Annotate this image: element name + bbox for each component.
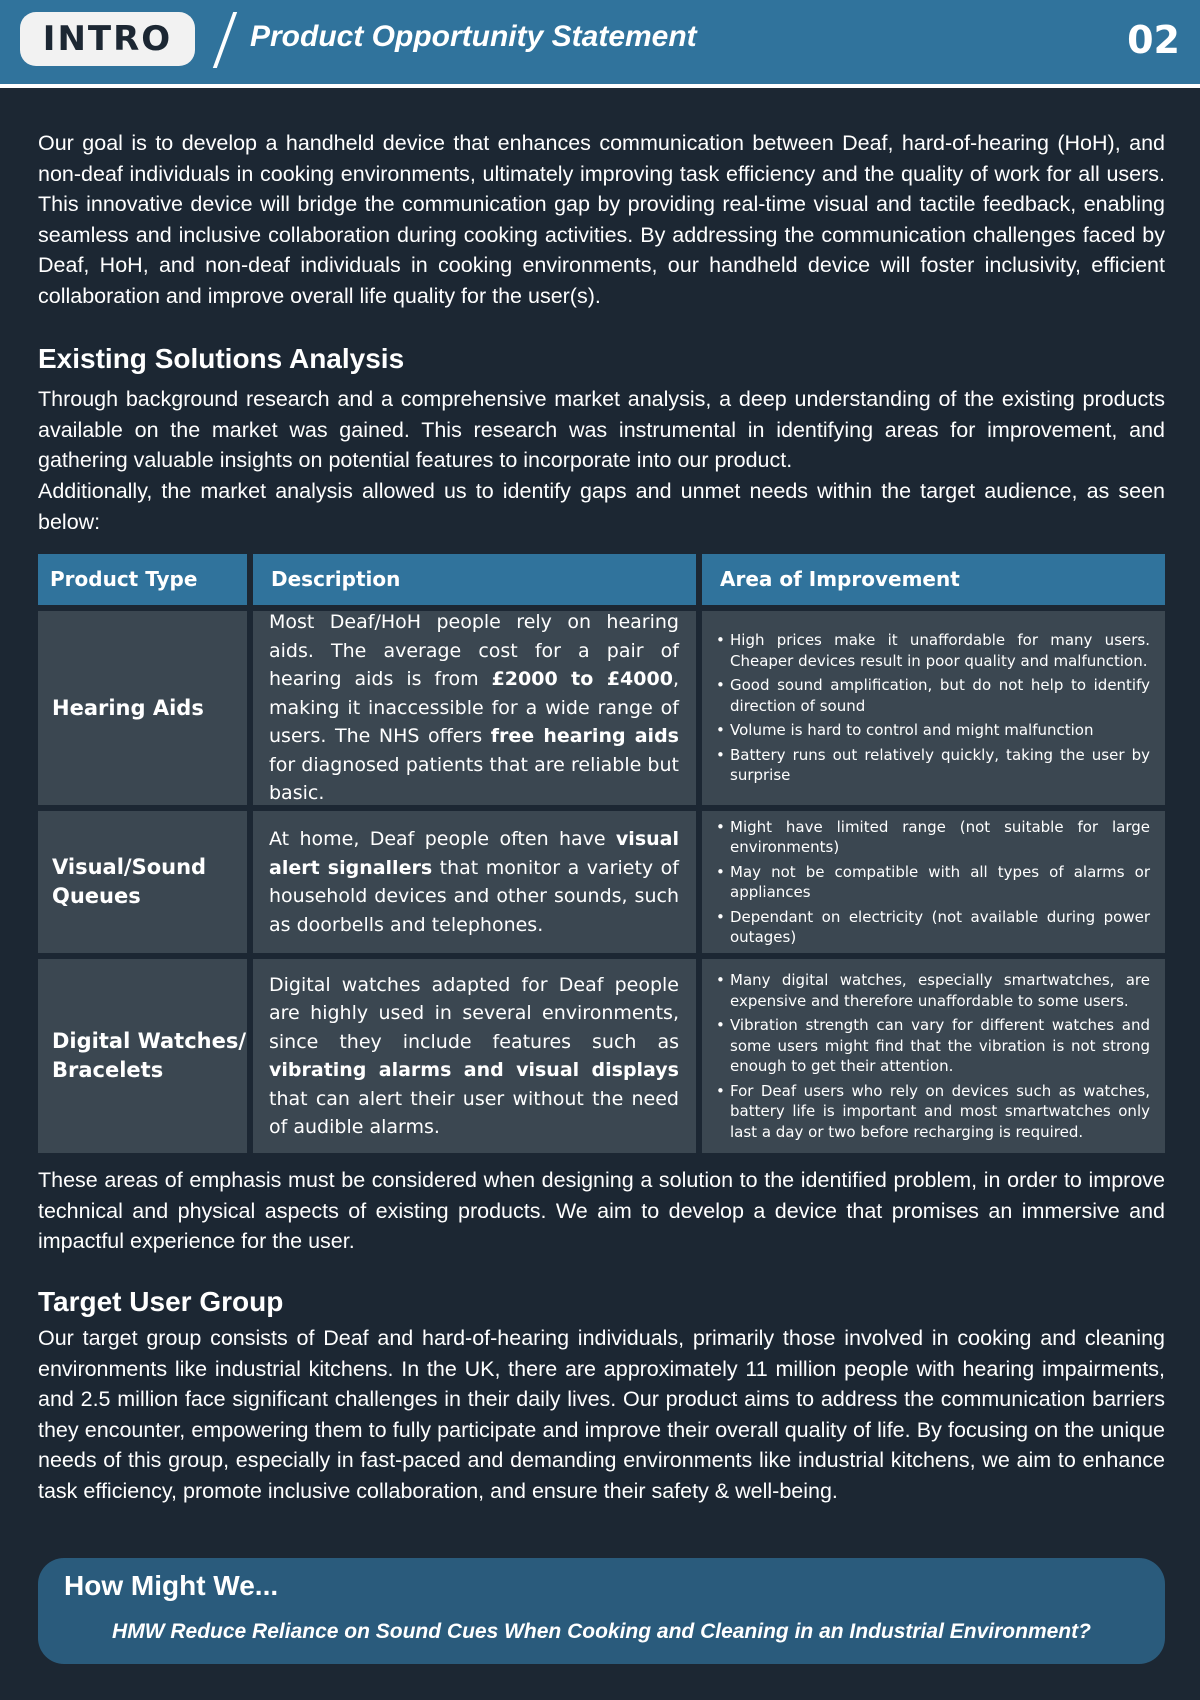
- target-user-group-heading: Target User Group: [38, 1286, 284, 1317]
- description-text-segment: At home, Deaf people often have: [269, 828, 616, 850]
- table-row-description: [253, 959, 696, 1153]
- improvement-item: • Volume is hard to control and might malfunction: [714, 720, 1150, 741]
- description-bold-text: visual alert signallers: [269, 828, 679, 879]
- improvement-item: • Battery runs out relatively quickly, taking the user by surprise: [714, 745, 1150, 786]
- description-bold-text: £2000 to £4000: [491, 668, 673, 691]
- hmw-question: HMW Reduce Reliance on Sound Cues When Cooking and Cleaning in an Industrial Environment?: [112, 1620, 1091, 1643]
- table-row-description: [253, 611, 696, 805]
- emphasis-paragraph: These areas of emphasis must be considered when designing a solution to the identified problem, in order to improve technical and physical aspects of existing products. We aim to develop a device that promises an immersive and impactful experience for the user.: [38, 1168, 1165, 1254]
- description-text-segment: Digital watches adapted for Deaf people are highly used in several environments, since they include features such as: [269, 973, 679, 1053]
- table-row-improvements: [702, 611, 1165, 805]
- improvement-item: • Many digital watches, especially smartwatches, are expensive and therefore unaffordable to some users.: [714, 970, 1150, 1011]
- table-row-type: Visual/Sound Queues: [38, 811, 247, 953]
- header-divider: [213, 12, 237, 68]
- table-header-product-type: Product Type: [38, 554, 247, 605]
- improvement-item: • High prices make it unaffordable for many users. Cheaper devices result in poor quality and malfunction.: [714, 630, 1150, 671]
- improvement-item: • Good sound amplification, but do not help to identify direction of sound: [714, 675, 1150, 716]
- table-row-improvements: [702, 959, 1165, 1153]
- improvement-list: [714, 817, 1150, 948]
- page-number: 02: [1127, 18, 1180, 62]
- improvement-list: [714, 970, 1150, 1142]
- improvement-item: • Might have limited range (not suitable for large environments): [714, 817, 1150, 858]
- description-text: [269, 608, 679, 808]
- improvement-item: • Dependant on electricity (not available during power outages): [714, 907, 1150, 948]
- hmw-box: [38, 1558, 1165, 1664]
- table-row-improvements: [702, 811, 1165, 953]
- description-bold-text: free hearing aids: [490, 725, 679, 748]
- target-user-group-paragraph: Our target group consists of Deaf and hard-of-hearing individuals, primarily those involved in cooking and cleaning environments like industrial kitchens. In the UK, there are approximately 11 million people with hearing impairments, and 2.5 million face significant challenges in their daily lives. Our product aims to address the communication barriers they encounter, empowering them to fully participate and improve their overall quality of life. By focusing on the unique needs of this group, especially in fast-paced and demanding environments like industrial kitchens, we aim to enhance task efficiency, promote inclusive collaboration, and ensure their safety & well-being.: [38, 1326, 1165, 1503]
- hmw-title: How Might We...: [64, 1570, 279, 1601]
- description-text-segment: that can alert their user without the need of audible alarms.: [269, 1087, 679, 1138]
- description-text-segment: Most Deaf/HoH people rely on hearing aids. The average cost for a pair of hearing aids is from: [269, 611, 679, 691]
- section-label: INTRO: [20, 12, 195, 66]
- table-header-improvement: Area of Improvement: [702, 554, 1165, 605]
- existing-solutions-paragraph-2: Additionally, the market analysis allowed us to identify gaps and unmet needs within the target audience, as seen below:: [38, 479, 1165, 534]
- description-text-segment: for diagnosed patients that are reliable but basic.: [269, 753, 679, 805]
- table-row-description: [253, 811, 696, 953]
- page-title: Product Opportunity Statement: [250, 20, 697, 53]
- description-text: [269, 825, 679, 939]
- page-header: [0, 0, 1200, 88]
- description-bold-text: vibrating alarms and visual displays: [269, 1059, 679, 1081]
- improvement-item: • For Deaf users who rely on devices such as watches, battery life is important and most smartwatches only last a day or two before recharging is required.: [714, 1081, 1150, 1143]
- improvement-list: [714, 630, 1150, 786]
- existing-solutions-paragraph-1: Through background research and a comprehensive market analysis, a deep understanding of the existing products available on the market was gained. This research was instrumental in identifying areas for improvement, and gathering valuable insights on potential features to incorporate into our product.: [38, 387, 1165, 473]
- description-text-segment: , making it inaccessible for a wide range of users. The NHS offers: [269, 668, 679, 748]
- table-row-type: Digital Watches/ Bracelets: [38, 959, 247, 1153]
- improvement-item: • May not be compatible with all types of alarms or appliances: [714, 862, 1150, 903]
- improvement-item: • Vibration strength can vary for different watches and some users might find that the vibration is not strong enough to get their attention.: [714, 1015, 1150, 1077]
- table-header-description: Description: [253, 554, 696, 605]
- existing-solutions-heading: Existing Solutions Analysis: [38, 343, 405, 374]
- description-text-segment: that monitor a variety of household devices and other sounds, such as doorbells and telephones.: [269, 856, 679, 936]
- description-text: [269, 971, 679, 1142]
- table-row-type: Hearing Aids: [38, 611, 247, 805]
- intro-paragraph: Our goal is to develop a handheld device that enhances communication between Deaf, hard-of-hearing (HoH), and non-deaf individuals in cooking environments, ultimately improving task efficiency and the quality of work for all users. This innovative device will bridge the communication gap by providing real-time visual and tactile feedback, enabling seamless and inclusive collaboration during cooking activities. By addressing the communication challenges faced by Deaf, HoH, and non-deaf individuals in cooking environments, our handheld device will foster inclusivity, efficient collaboration and improve overall life quality for the user(s).: [38, 131, 1165, 308]
